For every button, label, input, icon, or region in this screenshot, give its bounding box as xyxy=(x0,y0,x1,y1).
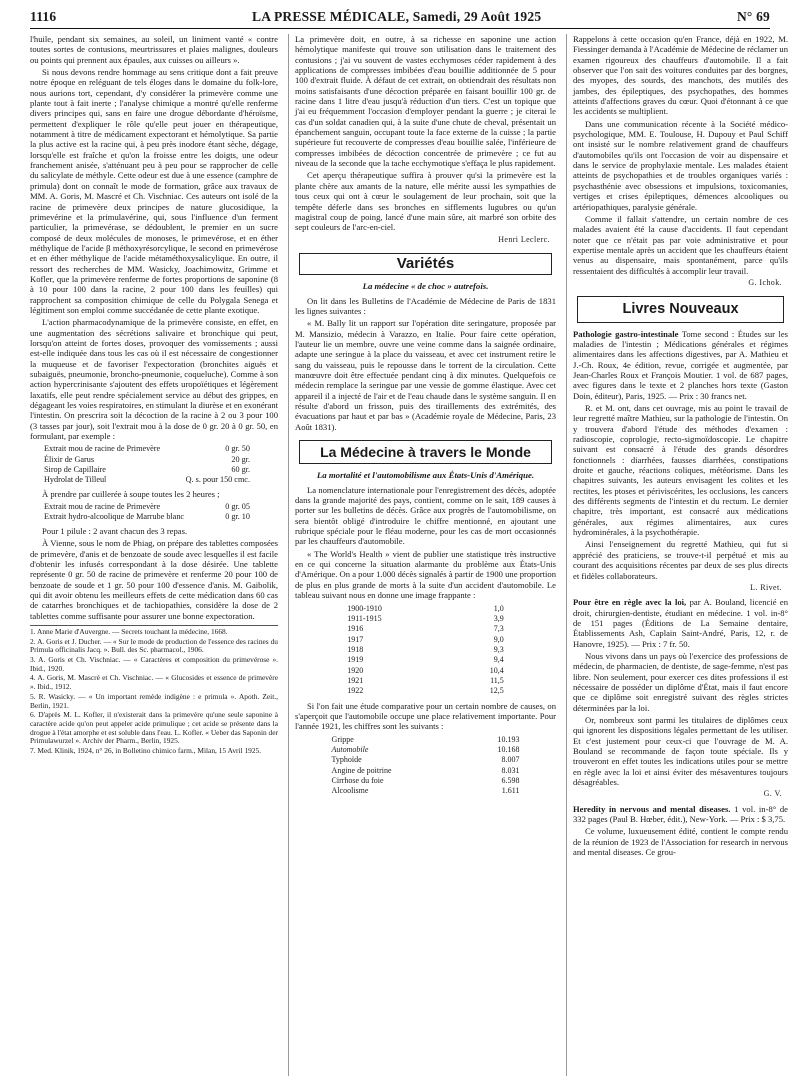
author-signature: Henri Leclerc. xyxy=(498,234,550,244)
footnote: 7. Med. Klinik, 1924, n° 26, in Bolletino chimico farm., Milan, 15 Avril 1925. xyxy=(30,746,262,756)
paragraph: Si nous devons rendre hommage au sens critique dont a fait preuve notre époque en reléguant de tels éloges dans le domaine du folk-lore, nous aurions tort, cependant, d'y considérer la primevère comme une plante tout à fait inerte ; l'analyse chimique a montré qu'elle renferme divers principes qui, sans en faire une drogue débordante d'héroïsme, permettent d'expliquer le rôle qu'elle peut jouer en thérapeutique, notamment à titre de médicament expectorant et hémolytique. Sa partie la plus active est la racine qui, à peu près inodore étant sèche, dégage, lorsqu'elle est fraîche et qu'on la froisse entre les doigts, une odeur franchement anisée, s'atténuant peu à peu pour se rapprocher de celle du salicylate de méthyle. Cette odeur est due à une essence (camphre de primula) dont on connaît le mode de formation, grâce aux travaux de MM. A. Goris, M. Mascré et Ch. Vischniac. Ces auteurs ont isolé de la racine de primevère deux principes de nature glucosidique, la primevérine et la primulavérine, qui, sous l'influence d'un ferment particulier, la primevérase, se dédoublent, le premier en un sucre composé de deux molécules de monoses, le primevérose, et en éther méthylique de l'acide β méthoxyrésorcylique, le second en primevérose et en éther méthylique de l'acide métaméthoxysalicylique. En outre, il ressort des recherches de MM. Wasicky, Joachimowitz, Grimme et Kofler, que la primevère renferme de fortes proportions de saponine (8 à 10 pour 100 dans la racine, 2 pour 100 dans les feuilles) qui rapprochent sa composition chimique de celle du Polygala Senega et légitiment son emploi comme succédanée de cette plante exotique. xyxy=(30,67,278,315)
paragraph: Comme il fallait s'attendre, un certain nombre de ces malades avaient été la cause d'accidents. Il faut cependant noter que ce n'était pas par voie administrative et pour expertise mentale après un accident que les chauffeurs étaient venus au dispensaire, mais spontanément, parce qu'ils ressentaient des difficultés à accomplir leur travail. xyxy=(573,213,788,276)
table-row: Typhoïde 8.007 xyxy=(331,755,520,765)
column-2 xyxy=(288,34,556,1076)
paragraph: « The World's Health » vient de publier une statistique très instructive en ce qui concerne la situation alarmante du problème aux États-Unis d'Amérique. On a pour 1.000 décès signalés à partir de 1900 une proportion de plus en plus grande de morts à la suite d'un accident d'automobile. Le tableau suivant nous en donne une image frappante : xyxy=(295,548,556,601)
paragraph: Cet aperçu thérapeutique suffira à prouver qu'si la primevère est la plante chère aux amants de la nature, elle mérite aussi les sympathies de tous ceux qui ont à cœur le soulagement de leur prochain, soit que la tempête déferle dans ses bronches en sifflements lugubres ou qu'un magistral coup de poing, lancé d'une main sûre, ait marbré son orbite des sept couleurs de l'arc-en-ciel. xyxy=(295,170,556,233)
section-heading-livres: Livres Nouveaux xyxy=(577,296,784,322)
paragraph: Or, nombreux sont parmi les titulaires de diplômes ceux qui ignorent les dispositions légales permettant de les utiliser. Et c'est justement pour ceux-ci que l'ouvrage de M. A. Bouland se recommande de façon toute spéciale. Ils y trouveront en effet toutes les indications utiles pour se mettre en règle avec la loi et ainsi éviter des mésaventures toujours désagréables. xyxy=(573,714,788,788)
prescription-line: Extrait mou de racine de Primevère 0 gr. 05 xyxy=(44,502,250,512)
column-1 xyxy=(30,34,278,1076)
footnote: 6. D'après M. L. Kofler, il n'existerait dans la primevère qu'une seule saponine à caractère acide qu'on peut appeler acide primulique ; cet acide se présente dans la drogue à l'état amorphe et est soluble dans l'eau. L. Kofler. « Ueber das Saponin der Primulawurzel ». Archiv der Pharm., Berlin, 1925. xyxy=(30,710,278,746)
prescription-line: Extrait hydro-alcoolique de Marrube blanc 0 gr. 10 xyxy=(44,512,250,522)
table-row: 1916 7,3 xyxy=(347,624,504,634)
paragraph: Si l'on fait une étude comparative pour un certain nombre de causes, on s'aperçoit que l'automobile occupe une place relativement importante. Pour l'année 1921, les chiffres sont les suivants : xyxy=(295,700,556,732)
section-subheading: La médecine « de choc » autrefois. xyxy=(362,281,489,292)
book-entry: Pour être en règle avec la loi, par A. Bouland, licencié en droit, chirurgien-dentiste, étudiant en médecine. 1 vol. in-8° de 151 pages (Éditions de La Semaine dentaire, Établissements Ash, Caplain Saint-André, Paris, 12, r. de Hanovre, 1925). — Prix : 7 fr. 50. xyxy=(573,597,788,649)
table-row: 1921 11,5 xyxy=(347,675,504,685)
table-row: 1922 12,5 xyxy=(347,686,504,696)
prescription-line: Élixir de Garus 20 gr. xyxy=(44,454,250,464)
author-signature: G. V. xyxy=(763,789,782,799)
table-row: Automobile 10.168 xyxy=(331,744,520,754)
table-row: Grippe 10.193 xyxy=(331,734,520,744)
footnote: 1. Anne Marie d'Auvergne. — Secrets touchant la médecine, 1668. xyxy=(30,626,228,636)
paragraph: Nous vivons dans un pays où l'exercice des professions de médecin, de pharmacien, de dentiste, de sage-femme, n'est pas libre. Non seulement, pour exercer ces dites professions il est nécessaire de posséder un diplôme d'État, mais il faut encore que ce diplôme soit enregistré suivant des règles strictes déterminées par la loi. xyxy=(573,650,788,713)
paragraph: R. et M. ont, dans cet ouvrage, mis au point le travail de leur regretté maître Mathieu, sur la pathologie de l'intestin. On y trouvera d'abord l'étude des méthodes d'examen : radioscopie, coprologie, recto-sigmoïdoscopie. Le chapitre suivant est consacré à l'étude des grands désordres fonctionnels : diarrhées, fausses diarrhées, constipations droite et gauche, réactions coliques, météorisme. Dans les chapitres suivants, les auteurs envisagent les colites et les rectites, les ptoses et périviscérites, les occlusions, les cancers des différents segments de l'intestin et du rectum. Le dernier chapitre, très important, est consacré aux médications générales, aux régimes alimentaires, aux cures hydrominérales, à la psychothérapie. xyxy=(573,403,788,538)
table-row: Angine de poitrine 8.031 xyxy=(331,765,520,775)
prescription-line: Extrait mou de racine de Primevère 0 gr. 50 xyxy=(44,444,250,454)
paragraph: À Vienne, sous le nom de Phiag, on prépare des tablettes composées de primevère, d'anis et de benzoate de soude avec lesquelles il est facile d'obtenir les infusés correspondant à la dose désirée. Une tablette représente 0 gr. 50 de racine de primevère et renferme 20 pour 100 de benzoate de soude et 1 gr. 50 pour 100 d'essence d'anis. M. Gaibolik, qui dit avoir obtenu les meilleurs effets de cette médication dans 60 cas de catarrhes bronchiques et de tachiopathies, considère la dose de 2 tablettes comme suffisante pour assurer une bonne expectoration. xyxy=(30,538,278,621)
author-signature: G. Ichok. xyxy=(748,277,782,287)
section-heading-monde: La Médecine à travers le Monde xyxy=(299,440,552,464)
paragraph: Pour 1 pilule : 2 avant chacun des 3 repas. xyxy=(42,525,188,536)
page-header xyxy=(30,6,770,29)
table-row: 1919 9,4 xyxy=(347,655,504,665)
prescription-1 xyxy=(44,444,278,485)
author-signature: L. Rivet. xyxy=(750,582,782,592)
paragraph: Rappelons à cette occasion qu'en France, déjà en 1922, M. Fiessinger demanda à l'Académie de Médecine de réclamer un examen rigoureux des chauffeurs d'automobile. Il a fait observer que l'on sait des voitures conduites par des borgnes, des myopes, des sourds, des manchots, des mutilés des jambes, des épileptiques, des psychopathes, des hommes atteints d'affections graves du cœur. Quoi d'étonnant à ce que les accidents se multiplient. xyxy=(573,34,788,117)
table-row: Alcoolisme 1.611 xyxy=(331,786,520,796)
table-row: Cirrhose du foie 6.598 xyxy=(331,776,520,785)
paragraph: À prendre par cuillerée à soupe toutes les 2 heures ; xyxy=(42,488,220,499)
paragraph: La nomenclature internationale pour l'enregistrement des décès, adoptée dans la grande majorité des pays, contient, comme on le sait, 189 causes à porter sur les bulletins de décès. Grâce aux progrès de l'automobilisme, on sera bientôt obligé d'introduire le chiffre mentionné, en ajoutant une rubrique spéciale pour le fléau moderne, pour les cas de mort occasionnés par les chauffeurs d'automobile. xyxy=(295,484,556,547)
paragraph: L'action pharmacodynamique de la primevère consiste, en effet, en une augmentation des sécrétions salivaire et bronchique qui peut, lorsqu'on atteint de fortes doses, provoquer des vomissements ; aussi est-elle indiquée dans tous les cas où il est nécessaire de congestionner la muqueuse et de favoriser l'expectoration (bronchites aiguës et subaiguës, pneumonie, broncho-pneumonie, coqueluche). Comme à son action hypercrinisante s'ajoutent des effets uropoïétiques et légèrement laxatifs, elle peut rendre spécialement service au début des grippes, en dégageant les voies respiratoires, en stimulant la diurèse et en exonérant l'intestin. On prescrira soit la décoction de la racine à 2 ou 3 pour 100 (3 tasses par jour), soit l'extrait mou à la dose de 0 gr. 20 à 0 gr. 50, en formulant, par exemple : xyxy=(30,317,278,442)
footnote: 4. A. Goris, M. Mascré et Ch. Vischniac. — « Glucosides et essence de primevère ». Ibid., 1912. xyxy=(30,673,278,692)
paragraph: La primevère doit, en outre, à sa richesse en saponine une action hémolytique manifeste qui trouve son utilisation dans le traitement des contusions ; j'ai vu souvent de vastes ecchymoses céder rapidement à des applications de compresses imbibées d'eau bouillie additionnée de 5 pour 100 d'extrait fluide. À défaut de cet extrait, on obtiendrait des résultats non moins satisfaisants d'une décoction préparée en faisant bouillir 100 gr. de racine dans 1 litre d'eau jusqu'à réduction d'un tiers. C'est un topique que j'ai eu fréquemment l'occasion d'employer pendant la guerre ; je citerai le cas d'un soldat canadien qui, à la suite d'une chute de cheval, présentait un épanchement sanguin, occupant toute la face externe de la cuisse ; la partie supérieure fut recouverte de compresses d'eau bouillie salée, l'inférieure de compresses imbibées de décoction concentrée de primevère ; ce fut au niveau de la seconde que la tache ecchymotique s'effaça le plus rapidement. xyxy=(295,34,556,169)
table-row: 1911-1915 3,9 xyxy=(347,613,504,623)
issue-number: N° 69 xyxy=(736,9,770,24)
footnotes xyxy=(30,625,278,756)
footnote: 3. A. Goris et Ch. Vischniac. — « Caractères et composition du primevérose ». Ibid., 1920. xyxy=(30,655,278,673)
section-heading-varietes: Variétés xyxy=(299,253,552,275)
paragraph: Dans une communication récente à la Société médico-psychologique, MM. E. Toulouse, H. Dupouy et Paul Schiff ont insisté sur le nombre relativement grand de chauffeurs d'automobiles qu'ils ont l'occasion de voir au dispensaire et dans le service de prophylaxie mentale. Les malades étaient atteints de psychopathies et de troubles organiques variés : psychasthénie avec obsessions et impulsions, toxicomanies, vertiges et crises épileptiques, démences alcooliques ou artériopathiques, paralysie générale. xyxy=(573,118,788,212)
footnote: 2. A. Goris et J. Ducher. — « Sur le mode de production de l'essence des racines du Primula officinalis Jacq. ». Bull. des Sc. pharmacol., 1906. xyxy=(30,636,278,655)
footnote: 5. R. Wasicky. — « Un important remède indigène : e primula ». Apoth. Zeit., Berlin, 1921. xyxy=(30,691,278,710)
table-row: 1917 9,0 xyxy=(347,634,504,644)
column-3 xyxy=(566,34,788,1076)
book-entry: Pathologie gastro-intestinale Tome second : Études sur les maladies de l'intestin ; Médications générales et régimes alimentaires dans les affections digestives, par A. Mathieu et J.-Ch. Roux, 4e édition, revue, corrigée et augmentée, par Jean-Charles Roux et François Moutier. 1 vol. de 687 pages, avec figures dans le texte et 2 planches hors texte (Gaston Doin, éditeur), Paris, 1925. — Prix : 30 francs net. xyxy=(573,328,788,401)
paragraph: l'huile, pendant six semaines, au soleil, un liniment vanté « contre toutes sortes de contusions, meurtrissures et plaies malignes, douleurs ou points qui prennent aux épaules, aux cuisses ou ailleurs ». xyxy=(30,34,278,65)
paragraph: On lit dans les Bulletins de l'Académie de Médecine de Paris de 1831 les lignes suivantes : xyxy=(295,295,556,316)
prescription-line: Sirop de Capillaire 60 gr. xyxy=(44,465,250,475)
mortality-table xyxy=(347,604,504,697)
table-row: 1920 10,4 xyxy=(347,665,504,675)
prescription-2 xyxy=(44,502,278,523)
table-row: 1900-1910 1,0 xyxy=(347,603,504,613)
page-number: 1116 xyxy=(30,9,57,24)
paragraph: Ce volume, luxueusement édité, contient le compte rendu de la réunion de 1923 de l'Association for research in nervous and mental diseases. Ce grou- xyxy=(573,826,788,858)
paragraph: Ainsi l'enseignement du regretté Mathieu, qui fut si apprécié des praticiens, se trouve-t-il perpétué et mis au courant des acquisitions récentes par deux de ses plus directs et fidèles collaborateurs. xyxy=(573,539,788,581)
table-row: 1918 9,3 xyxy=(347,644,504,654)
section-subheading: La mortalité et l'automobilisme aux États-Unis d'Amérique. xyxy=(316,470,535,481)
publication-title: LA PRESSE MÉDICALE, Samedi, 29 Août 1925 xyxy=(251,9,542,24)
paragraph: « M. Bally lit un rapport sur l'opération dite seringature, proposée par M. Mansizio, médecin à Varazzo, en Italie. Pour faire cette opération, l'auteur lie un membre, ouvre une veine comme dans la saignée ordinaire, adapte une seringue à la place du vaisseau, et avec cet instrument retire le sang du vaisseau, puis le repousse dans le torrent de la circulation. Cette manœuvre doit être effectuée pendant cinq à dix minutes. Quelquefois ce médecin remplace la seringue par une vessie de gomme élastique. Avec cet appareil il a injecté de l'air et de l'eau chaude dans le système sanguin. Il en résulte d'abord un frisson, puis des tiraillements des extrémités, des évacuations par haut et par bas » (Académie royale de Médecine, Paris, 23 Août 1831). xyxy=(295,318,556,432)
prescription-line: Hydrolat de Tilleul Q. s. pour 150 cmc. xyxy=(44,475,250,485)
causes-table xyxy=(332,735,520,797)
book-entry: Heredity in nervous and mental diseases. 1 vol. in-8° de 332 pages (Paul B. Hœber, édit.), New-York. — Prix : $ 3,75. xyxy=(573,803,788,825)
